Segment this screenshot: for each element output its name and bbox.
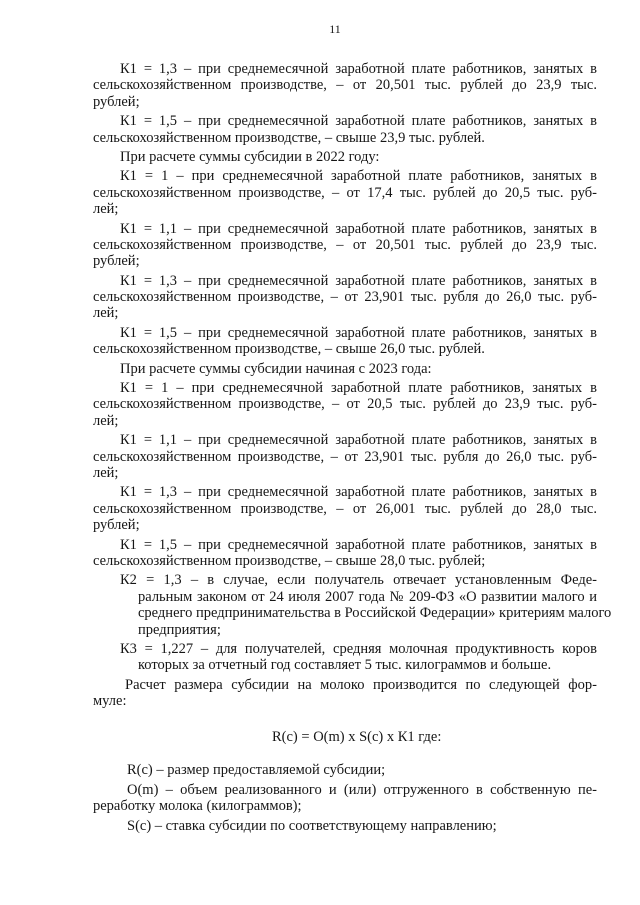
text-line: сельскохозяйственном производстве, – от 23,901 тыс. рубля до 26,0 тыс. руб- — [93, 289, 597, 306]
text-line: К1 = 1,5 – при среднемесячной заработной плате работников, занятых в — [120, 536, 597, 553]
definition-r — [93, 762, 597, 778]
text-line: К2 = 1,3 – в случае, если получатель отвечает установленным Феде- — [120, 572, 597, 589]
text-line: сельскохозяйственном производстве, – от 20,5 тыс. рублей до 23,9 тыс. руб- — [93, 396, 597, 413]
paragraph-k1-1-3-2023 — [93, 484, 597, 533]
text-line: сельскохозяйственном производстве, – от 17,4 тыс. рублей до 20,5 тыс. руб- — [93, 184, 597, 201]
text-line: К1 = 1,5 – при среднемесячной заработной плате работников, занятых в — [120, 324, 597, 341]
text-line: О(m) – объем реализованного и (или) отгруженного в собственную пе- — [127, 781, 597, 798]
text-line: К1 = 1,5 – при среднемесячной заработной плате работников, занятых в — [120, 113, 597, 130]
paragraph-k1-1-1-2023 — [93, 432, 597, 481]
text-line: К1 = 1,1 – при среднемесячной заработной плате работников, занятых в — [120, 220, 597, 237]
document-body — [93, 61, 612, 710]
text-line: К1 = 1 – при среднемесячной заработной плате работников, занятых в — [120, 168, 597, 185]
paragraph-k1-1-1-2022 — [93, 221, 597, 270]
subsidy-formula: R(с) = О(m) х S(с) х К1 где: — [272, 729, 442, 745]
text-line: сельскохозяйственном производстве, – от 20,501 тыс. рублей до 23,9 тыс. — [93, 77, 597, 94]
text-line: R(с) – размер предоставляемой субсидии; — [127, 762, 386, 778]
text-line: сельскохозяйственном производстве, – от 26,001 тыс. рублей до 28,0 тыс. — [93, 500, 597, 517]
text-line: К1 = 1 – при среднемесячной заработной плате работников, занятых в — [120, 380, 597, 397]
definition-o — [93, 782, 597, 815]
definition-s — [93, 818, 597, 834]
text-line: ральным законом от 24 июля 2007 года № 209-ФЗ «О развитии малого и — [138, 588, 597, 605]
text-line: Расчет размера субсидии на молоко производится по следующей фор- — [125, 676, 597, 693]
text-line: сельскохозяйственном производстве, – свыше 23,9 тыс. рублей. — [93, 129, 485, 146]
text-line: лей; — [93, 464, 119, 481]
paragraph-formula-intro — [93, 677, 597, 710]
paragraph-heading-2023 — [93, 361, 597, 377]
text-line: К1 = 1,3 – при среднемесячной заработной плате работников, занятых в — [120, 484, 597, 501]
text-line: S(с) – ставка субсидии по соответствующему направлению; — [127, 818, 497, 835]
text-line: лей; — [93, 412, 119, 429]
text-line: реработку молока (килограммов); — [93, 798, 302, 815]
text-line: При расчете суммы субсидии начиная с 2023 года: — [120, 360, 432, 377]
text-line: К1 = 1,3 – при среднемесячной заработной плате работников, занятых в — [120, 61, 597, 77]
text-line: среднего предпринимательства в Российской Федерации» критериям малого — [138, 605, 612, 622]
page-number: 11 — [329, 22, 341, 36]
paragraph-k1-1-3-2022 — [93, 273, 597, 322]
text-line: предприятия; — [138, 621, 221, 638]
paragraph-k3 — [93, 641, 597, 674]
text-line: сельскохозяйственном производстве, – свыше 26,0 тыс. рублей. — [93, 341, 485, 358]
paragraph-heading-2022 — [93, 149, 597, 165]
text-line: рублей; — [93, 253, 140, 270]
paragraph-k1-1-5-2021 — [93, 113, 597, 146]
text-line: К1 = 1,3 – при среднемесячной заработной плате работников, занятых в — [120, 272, 597, 289]
text-line: К3 = 1,227 – для получателей, средняя молочная продуктивность коров — [120, 640, 597, 657]
text-line: лей; — [93, 201, 119, 218]
text-line: рублей; — [93, 517, 140, 534]
text-line: К1 = 1,1 – при среднемесячной заработной плате работников, занятых в — [120, 432, 597, 449]
text-line: При расчете суммы субсидии в 2022 году: — [120, 148, 380, 165]
text-line: которых за отчетный год составляет 5 тыс. килограммов и больше. — [138, 657, 552, 674]
paragraph-k2 — [93, 572, 612, 638]
paragraph-k1-1-5-2023 — [93, 537, 597, 570]
paragraph-k1-1-5-2022 — [93, 325, 597, 358]
text-line: рублей; — [93, 93, 140, 110]
text-line: лей; — [93, 305, 119, 322]
text-line: сельскохозяйственном производстве, – от 20,501 тыс. рублей до 23,9 тыс. — [93, 236, 597, 253]
text-line: сельскохозяйственном производстве, – от 23,901 тыс. рубля до 26,0 тыс. руб- — [93, 448, 597, 465]
paragraph-k1-1-3-2021 — [93, 61, 597, 110]
formula-definitions — [93, 762, 597, 835]
paragraph-k1-1-2022 — [93, 168, 597, 217]
text-line: сельскохозяйственном производстве, – свыше 28,0 тыс. рублей; — [93, 552, 486, 569]
text-line: муле: — [93, 693, 127, 710]
paragraph-k1-1-2023 — [93, 380, 597, 429]
